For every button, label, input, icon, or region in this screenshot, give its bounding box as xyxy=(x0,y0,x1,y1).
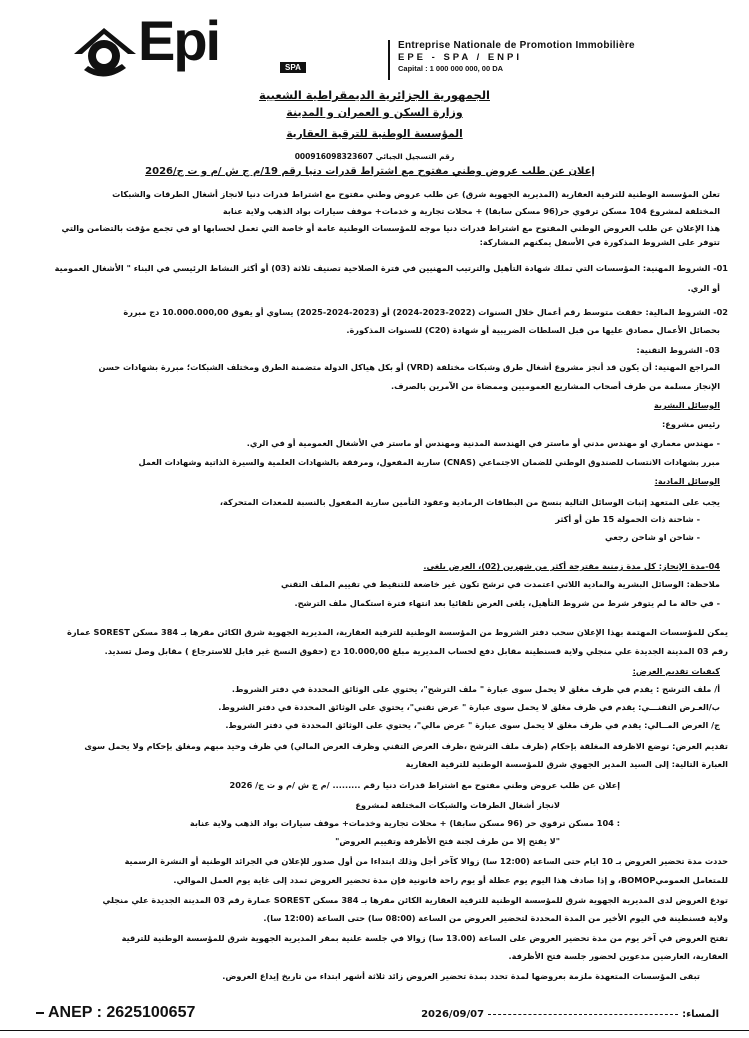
logo-wordmark: Epi xyxy=(138,9,220,72)
notice-line: أ/ ملف الترشح : يقدم في ظرف مغلق لا يحمل سوى عبارة " ملف الترشح"، يحتوي على الوثائق المحددة في دفتر الشروط. xyxy=(231,684,720,694)
notice-line: رقم 03 المدينة الجديدة علي منجلي ولاية قسنطينة مقابل دفع لحساب المديرية مبلغ 10.000,00 دج (حقوق النسخ غير قابل للاسترجاع ) مقابل وصل تسديد. xyxy=(104,646,728,656)
notice-line: كيفيات تقديم العرض: xyxy=(632,666,720,676)
tax-registry-number: رقم التسجيل الجبائي 000916098323607 xyxy=(294,152,455,161)
anep-number: ANEP : 2625100657 xyxy=(48,1004,196,1021)
notice-line: تتوفر على الشروط المذكورة في الأسفل يمكنهم المشاركة: xyxy=(479,237,720,247)
notice-line: 02- الشروط المالية: حققت متوسط رقم أعمال خلال السنوات (2022-2023-2024) أو (2023-2024-2025) يساوي أو يفوق 10.000.000,00 دج مبررة xyxy=(123,307,728,317)
notice-line: تبقى المؤسسات المتعهدة ملزمة بعروضها لمدة تحدد بمدة تحضير العروض زائد ثلاثة أشهر ابتداء من تاريخ إيداع العروض. xyxy=(222,971,700,981)
notice-line: أو الري. xyxy=(687,283,720,293)
publication-date: 2026/09/07 xyxy=(421,1009,485,1020)
anep-reference xyxy=(36,1004,195,1022)
notice-line: 01- الشروط المهنية: المؤسسات التي تملك شهادة التأهيل والترتيب المهنيين في فترة الصلاحية تصنيف ثلاثة (03) أو أكثر النشاط الرئيسي في البناء " الأشغال العمومية xyxy=(54,263,728,273)
notice-line: يجب على المتعهد إثبات الوسائل التالية بنسخ من البطاقات الرمادية وعقود التأمين سارية المفعول بالنسبة للمعدات المتحركة، xyxy=(219,497,720,507)
notice-line: هذا الإعلان عن طلب العروض الوطني المفتوح مع اشتراط قدرات دنيا موجه للمؤسسات الوطنية عامة أو خاصة التي تعمل لحسابها او في تجمع مؤقت بالتضامن والتي xyxy=(61,223,720,233)
footer-rule xyxy=(0,1030,749,1031)
company-block xyxy=(398,40,635,73)
notice-line: - في حالة ما لم يتوفر شرط من شروط التأهيل، يلغى العرض تلقائيا بعد انتهاء فترة استكمال ملف الترشح. xyxy=(294,598,720,608)
notice-line: رئيس مشروع: xyxy=(661,419,720,429)
notice-line: المراجع المهنية: أن يكون قد أنجز مشروع أشغال طرق وشبكات مختلفة (VRD) أو بكل هياكل الدولة متضمنة الطرق ومختلف الشبكات؛ مبررة بشهادات حسن xyxy=(98,362,720,372)
notice-line: تقديم العرض: توضع الاظرفة المغلقة بإحكام (ظرف ملف الترشح ،ظرف العرض التقني وظرف العرض المالي) في ظرف وحيد مبهم ومغلق بإحكام ولا يحمل سوى xyxy=(84,741,728,751)
notice-line: 04-مدة الإنجاز: كل مدة زمنية مقترحة أكثر من شهرين (02)، العرض يلغى. xyxy=(423,561,720,571)
notice-line: المختلفة لمشروع 104 مسكن ترقوي حر(96 مسكن سابقا) + محلات تجارية و خدمات+ موقف سيارات بواد الذهب ولاية عنابة xyxy=(222,206,720,216)
notice-line: العقارية، العارضين مدعوين لحضور جلسة فتح الأظرفة. xyxy=(508,951,728,961)
notice-line: تعلن المؤسسة الوطنية للترقية العقارية (المديرية الجهوية شرق) عن طلب عروض وطني مفتوح مع اشتراط قدرات دنيا لانجاز أشغال الطرقات والشبكات xyxy=(112,189,720,199)
logo-spa-badge: SPA xyxy=(280,62,306,73)
enpi-logo xyxy=(66,9,366,84)
logo-emblem-icon xyxy=(66,14,146,84)
newspaper-name: المساء xyxy=(686,1009,719,1020)
notice-title: إعلان عن طلب عروض وطني مفتوح مع اشتراط قدرات دنيا رقم 19/م ج ش /م و ت ج/2026 xyxy=(145,166,595,177)
notice-line: يمكن للمؤسسات المهتمة بهذا الإعلان سحب دفتر الشروط من المؤسسة الوطنية للترقية العقارية، المديرية الجهوية شرق الكائن مقرها بـ 384 مسكن SOREST عمارة xyxy=(66,627,728,637)
notice-line: الإنجاز مسلمة من طرف أصحاب المشاريع العموميين وممضاة من الآمرين بالصرف. xyxy=(390,381,720,391)
notice-line: لانجاز أشغال الطرقات والشبكات المختلفة لمشروع xyxy=(355,800,560,810)
company-short: EPE - SPA / ENPI xyxy=(398,52,523,63)
company-capital: Capital : 1 000 000 000, 00 DA xyxy=(398,64,504,73)
notice-line: - مهندس معماري او مهندس مدني أو ماستر في الهندسة المدنية ومهندس أو ماستر في الأشغال العمومية أو في الري. xyxy=(246,438,720,448)
agency-heading: المؤسسة الوطنية للترقية العقارية xyxy=(286,128,463,140)
notice-line: ج/ العرض المــالي: يقدم في ظرف مغلق لا يحمل سوى عبارة " عرض مالي"، يحتوي على الوثائق المحددة في دفتر الشروط. xyxy=(225,720,720,730)
republic-heading: الجمهورية الجزائرية الديمقراطية الشعبية xyxy=(258,88,490,102)
notice-line: - شاحنة ذات الحمولة 15 طن أو أكثر xyxy=(555,514,700,524)
notice-line: إعلان عن طلب عروض وطني مفتوح مع اشتراط قدرات دنيا رقم ......... /م ج ش /م و ت ج/ 2026 xyxy=(229,780,620,790)
notice-line: تفتح العروض في آخر يوم من مدة تحضير العروض على الساعة (13.00 سا) زوالا في جلسة علنية بمقر المديرية الجهوية شرق للمؤسسة الوطنية للترقية xyxy=(121,933,728,943)
notice-line: للمتعامل العموميBOMOP، و إذا صادف هذا اليوم يوم عطلة أو يوم راحة قانونية فإن مدة تحضير العروض تمدد إلى غاية يوم العمل الموالي. xyxy=(173,875,728,885)
publication-footer: المساء:2026/09/07 xyxy=(421,1009,719,1020)
notice-line: : 104 مسكن ترقوي حر (96 مسكن سابقا) + محلات تجارية وخدمات+ موقف سيارات بواد الذهب ولاية عنابة xyxy=(189,818,620,828)
notice-line: - شاحن او شاحن رجعي xyxy=(604,532,700,542)
notice-line: تودع العروض لدى المديرية الجهوية شرق للمؤسسة الوطنية للترقية العقارية الكائن مقرها بـ 384 مسكن SOREST عمارة رقم 03 المدينة الجديدة علي منجلي xyxy=(102,895,728,905)
notice-line: "لا يفتح إلا من طرف لجنة فتح الأظرفة وتقييم العروض" xyxy=(335,836,560,846)
notice-line: ب/العـرض التقنـــي: يقدم في ظرف مغلق لا يحمل سوى عبارة " عرض تقني"، يحتوي على الوثائق المحددة في دفتر الشروط. xyxy=(218,702,720,712)
notice-line: ولاية قسنطينة في اليوم الأخير من المدة المحددة لتحضير العروض من الساعة (08:00 سا) حتى الساعة (12:00 سا). xyxy=(263,913,728,923)
header-divider xyxy=(388,40,390,80)
notice-line: الوسائل المادية: xyxy=(654,476,720,486)
notice-line: حددت مدة تحضير العروض بـ 10 ايام حتى الساعة (12:00 سا) زوالا كآخر أجل وذلك ابتداءا من أول صدور للإعلان في الجرائد الوطنية أو النشرة الرسمية xyxy=(124,856,728,866)
notice-line: الوسائل البشرية xyxy=(653,400,720,410)
notice-line: مبرر بشهادات الانتساب للصندوق الوطني للضمان الاجتماعي (CNAS) سارية المفعول، ومرفقة بالشهادات العلمية والسيرة الذاتية وشهادات العمل xyxy=(138,457,720,467)
ministry-heading: وزارة السكن و العمران و المدينة xyxy=(286,106,463,119)
notice-line: 03- الشروط التقنية: xyxy=(636,345,720,355)
company-name: Entreprise Nationale de Promotion Immobilière xyxy=(398,40,635,51)
notice-line: بحصائل الأعمال مصادق عليها من قبل السلطات الضريبية أو شهادة (C20) للسنوات المذكورة. xyxy=(346,325,720,335)
notice-line: العبارة التالية: إلى السيد المدير الجهوي شرق للمؤسسة الوطنية للترقية العقارية xyxy=(405,759,728,769)
notice-line: ملاحظة: الوسائل البشرية والمادية اللاتي اعتمدت في ترشح تكون غير خاضعة للتنقيط في تقييم الملف التقني xyxy=(280,579,720,589)
